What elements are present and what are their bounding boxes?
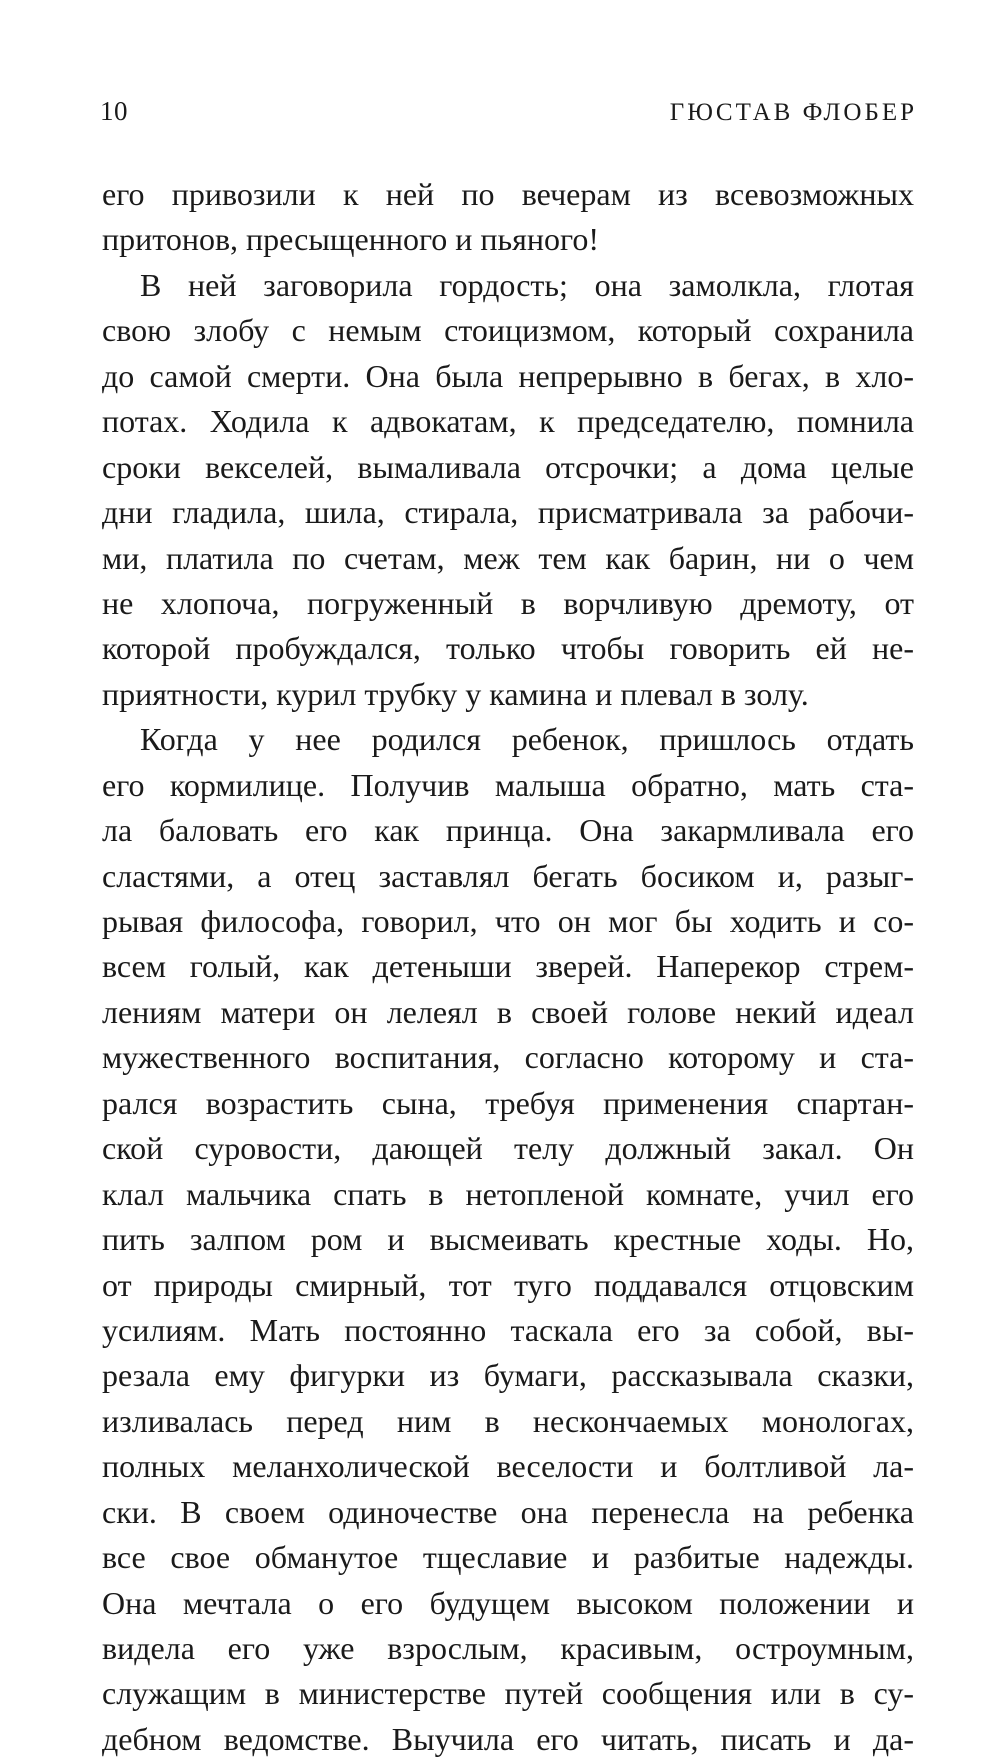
text-line: от природы смирный, тот туго поддавался отцовским <box>102 1266 914 1303</box>
text-line: приятности, курил трубку у камина и плевал в золу. <box>102 675 809 712</box>
running-title: ГЮСТАВ ФЛОБЕР <box>669 99 917 126</box>
running-head <box>100 96 917 136</box>
text-line: ской суровости, дающей телу должный закал. Он <box>102 1130 914 1167</box>
text-line: сроки векселей, вымаливала отсрочки; а дома целые <box>102 448 914 485</box>
text-line: служащим в министерстве путей сообщения или в су- <box>102 1675 914 1712</box>
text-line: ски. В своем одиночестве она перенесла на ребенка <box>102 1493 914 1530</box>
text-line: сластями, а отец заставлял бегать босиком и, разыг- <box>102 857 914 894</box>
text-line: клал мальчика спать в нетопленой комнате, учил его <box>102 1175 914 1212</box>
text-line: резала ему фигурки из бумаги, рассказывала сказки, <box>102 1357 914 1394</box>
text-line: ми, платила по счетам, меж тем как барин, ни о чем <box>102 539 914 576</box>
text-line: Она мечтала о его будущем высоком положении и <box>102 1584 914 1621</box>
text-line: свою злобу с немым стоицизмом, который сохранила <box>102 312 914 349</box>
text-line: его привозили к ней по вечерам из всевозможных <box>102 176 914 212</box>
text-line: полных меланхолической веселости и болтливой ла- <box>102 1448 914 1485</box>
body-text <box>102 172 914 1762</box>
text-line: лениям матери он лелеял в своей голове некий идеал <box>102 993 914 1030</box>
page-number: 10 <box>100 96 128 126</box>
text-line: Когда у нее родился ребенок, пришлось отдать <box>140 721 914 758</box>
text-line: все свое обманутое тщеславие и разбитые надежды. <box>102 1539 914 1576</box>
text-line: В ней заговорила гордость; она замолкла, глотая <box>140 266 914 303</box>
text-line: мужественного воспитания, согласно которому и ста- <box>102 1039 914 1076</box>
text-line: до самой смерти. Она была непрерывно в бегах, в хло- <box>102 357 914 394</box>
text-line: его кормилице. Получив малыша обратно, мать ста- <box>102 766 914 803</box>
text-line: не хлопоча, погруженный в ворчливую дремоту, от <box>102 584 914 621</box>
text-line: дебном ведомстве. Выучила его читать, писать и да- <box>102 1720 914 1757</box>
text-line: всем голый, как детеныши зверей. Наперекор стрем- <box>102 948 914 985</box>
text-line: дни гладила, шила, стирала, присматривала за рабочи- <box>102 494 914 531</box>
text-line: рывая философа, говорил, что он мог бы ходить и со- <box>102 903 914 939</box>
text-line: рался возрастить сына, требуя применения спартан- <box>102 1084 914 1121</box>
text-line: видела его уже взрослым, красивым, остроумным, <box>102 1630 914 1666</box>
text-line: притонов, пресыщенного и пьяного! <box>102 221 599 258</box>
text-line: усилиям. Мать постоянно таскала его за собой, вы- <box>102 1311 914 1348</box>
text-line: ла баловать его как принца. Она закармливала его <box>102 812 914 849</box>
text-line: потах. Ходила к адвокатам, к председателю, помнила <box>102 403 914 440</box>
text-line: пить залпом ром и высмеивать крестные ходы. Но, <box>102 1221 914 1258</box>
text-line: изливалась перед ним в нескончаемых монологах, <box>102 1402 914 1439</box>
text-line: которой пробуждался, только чтобы говорить ей не- <box>102 630 914 667</box>
